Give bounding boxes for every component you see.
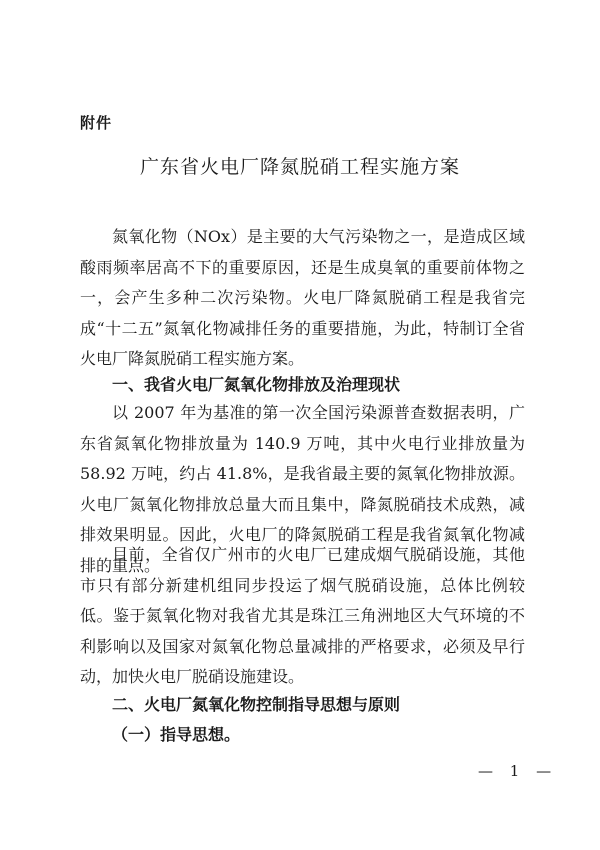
section1-paragraph-2: 目前，全省仅广州市的火电厂已建成烟气脱硝设施，其他市只有部分新建机组同步投运了烟气脱硝设施，总体比例较低。鉴于氮氧化物对我省尤其是珠江三角洲地区大气环境的不利影响以及国家对氮氧化物总量减排的严格要求，必须及早行动，加快火电厂脱硝设施建设。: [80, 545, 525, 686]
intro-paragraph: 氮氧化物（NOx）是主要的大气污染物之一，是造成区域酸雨频率居高不下的重要原因，还是生成臭氧的重要前体物之一，会产生多种二次污染物。火电厂降氮脱硝工程是我省完成“十二五”氮氧化物减排任务的重要措施，为此，特制订全省火电厂降氮脱硝工程实施方案。: [80, 227, 525, 368]
attachment-label: 附件: [80, 114, 113, 132]
section2-heading: 二、火电厂氮氧化物控制指导思想与原则: [112, 695, 401, 714]
section1-heading: 一、我省火电厂氮氧化物排放及治理现状: [112, 375, 401, 394]
page-number: — 1 —: [478, 762, 558, 780]
section2-subheading-guiding-ideology: （一）指导思想。: [112, 725, 241, 744]
section1-paragraph-1: 以 2007 年为基准的第一次全国污染源普查数据表明，广东省氮氧化物排放量为 140.9 万吨，其中火电行业排放量为 58.92 万吨，约占 41.8%，是我省最主要的氮氧化物排放源。火电厂氮氧化物排放总量大而且集中，降氮脱硝技术成熟，减排效果明显。因此，火电厂的降氮脱硝工程是我省氮氧化物减排的重点。: [80, 403, 525, 575]
document-title: 广东省火电厂降氮脱硝工程实施方案: [139, 156, 460, 178]
